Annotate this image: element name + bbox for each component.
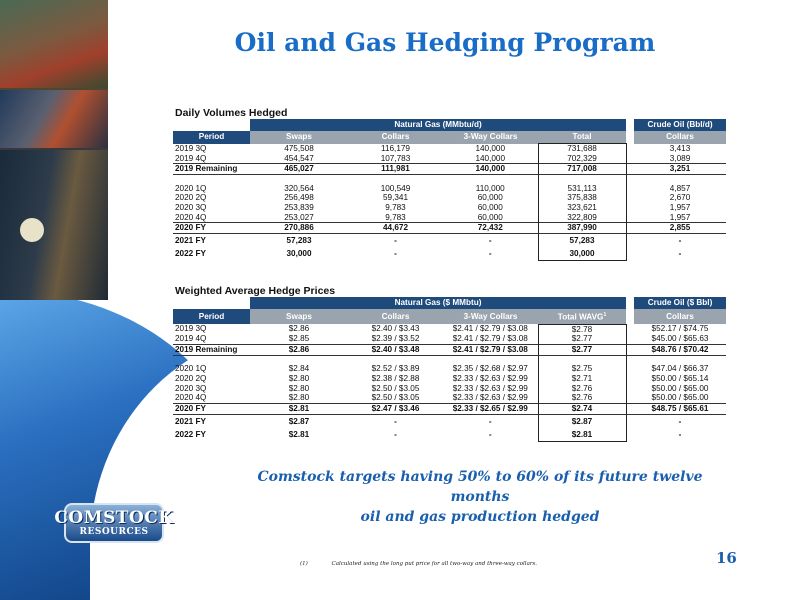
table-cell: 2,855 bbox=[634, 223, 726, 234]
col-3way: 3-Way Collars bbox=[443, 309, 538, 324]
table-cell: 30,000 bbox=[286, 249, 312, 259]
volumes-group-ng: Natural Gas (MMbtu/d) bbox=[250, 119, 626, 131]
table-cell: $2.33 / $2.63 / $2.99 bbox=[452, 374, 528, 384]
table-cell: $48.76 / $70.42 bbox=[634, 345, 726, 356]
col-3way: 3-Way Collars bbox=[443, 131, 538, 144]
table-cell: $2.80 bbox=[288, 393, 310, 403]
gap-cell bbox=[626, 247, 634, 261]
table-row bbox=[173, 184, 726, 194]
table-row bbox=[173, 374, 726, 384]
table-row bbox=[173, 324, 726, 334]
table-cell: 256,498 bbox=[284, 193, 314, 203]
table-cell: 2019 4Q bbox=[175, 153, 207, 163]
table-row bbox=[173, 414, 726, 428]
table-cell: - bbox=[488, 430, 492, 440]
gap-cell bbox=[626, 374, 634, 384]
col-total: Total bbox=[538, 131, 626, 144]
table-cell: 44,672 bbox=[348, 223, 443, 234]
table-cell: $52.17 / $74.75 bbox=[651, 324, 709, 334]
table-cell: $2.81 bbox=[288, 430, 310, 440]
gap-cell bbox=[626, 364, 634, 374]
table-cell: $2.47 / $3.46 bbox=[348, 404, 443, 415]
table-cell: $2.81 bbox=[538, 428, 626, 442]
table-row bbox=[173, 384, 726, 394]
col-collars: Collars bbox=[348, 309, 443, 324]
footnote bbox=[300, 561, 537, 567]
callout-line2: oil and gas production hedged bbox=[360, 509, 600, 525]
volumes-group-header bbox=[173, 119, 726, 131]
table-cell: $2.86 bbox=[250, 345, 348, 356]
table-row bbox=[173, 213, 726, 223]
photo-worker bbox=[0, 150, 108, 300]
table-cell: $2.52 / $3.89 bbox=[371, 364, 420, 374]
table-cell: - bbox=[678, 430, 682, 440]
table-cell: 475,508 bbox=[284, 143, 314, 153]
table-cell: $2.77 bbox=[538, 334, 626, 344]
table-cell: 2022 FY bbox=[175, 249, 206, 259]
table-row bbox=[173, 247, 726, 261]
gap-cell bbox=[626, 393, 634, 403]
table-cell: 72,432 bbox=[443, 223, 538, 234]
table-row bbox=[173, 234, 726, 248]
table-cell: 3,089 bbox=[669, 153, 691, 163]
col-oil-collars: Collars bbox=[634, 131, 726, 144]
table-cell: 2019 Remaining bbox=[173, 345, 250, 356]
table-cell: $2.86 bbox=[288, 324, 310, 334]
prices-column-header bbox=[173, 309, 726, 324]
table-cell: $2.38 / $2.88 bbox=[371, 374, 420, 384]
table-cell: 30,000 bbox=[538, 247, 626, 261]
table-cell: $2.33 / $2.63 / $2.99 bbox=[452, 383, 528, 393]
table-cell: $2.80 bbox=[288, 374, 310, 384]
table-row bbox=[173, 364, 726, 374]
table-cell: $2.81 bbox=[250, 404, 348, 415]
table-cell: $50.00 / $65.00 bbox=[651, 393, 709, 403]
table-row bbox=[173, 345, 726, 356]
gap-cell bbox=[626, 404, 634, 415]
company-logo bbox=[54, 503, 174, 543]
table-cell: 9,783 bbox=[385, 203, 406, 213]
table-cell: 717,008 bbox=[538, 164, 626, 175]
table-row bbox=[173, 154, 726, 164]
volumes-section-title: Daily Volumes Hedged bbox=[175, 107, 288, 119]
table-row bbox=[173, 334, 726, 344]
prices-table bbox=[173, 297, 726, 442]
gap-cell bbox=[626, 324, 634, 334]
table-cell: $2.87 bbox=[288, 416, 310, 426]
table-cell: $2.80 bbox=[288, 383, 310, 393]
footnote-marker: 1 bbox=[603, 312, 607, 318]
table-cell: 465,027 bbox=[250, 164, 348, 175]
table-cell: $2.35 / $2.68 / $2.97 bbox=[452, 364, 528, 374]
table-cell: 2020 1Q bbox=[175, 183, 207, 193]
table-cell: 140,000 bbox=[475, 153, 506, 163]
col-total-wavg bbox=[538, 309, 626, 324]
table-cell: 2020 1Q bbox=[175, 364, 207, 374]
table-cell: 2019 3Q bbox=[175, 143, 207, 153]
table-cell: 57,283 bbox=[538, 234, 626, 248]
table-cell: $2.75 bbox=[538, 364, 626, 374]
table-cell: $2.33 / $2.63 / $2.99 bbox=[452, 393, 528, 403]
gap-cell bbox=[626, 223, 634, 234]
gap-cell bbox=[626, 414, 634, 428]
gap-cell bbox=[626, 428, 634, 442]
callout-text bbox=[230, 467, 730, 527]
table-cell: 2020 2Q bbox=[175, 374, 207, 384]
table-row bbox=[173, 193, 726, 203]
table-cell: 110,000 bbox=[475, 183, 505, 193]
col-oil-collars: Collars bbox=[634, 309, 726, 324]
table-cell: 1,957 bbox=[669, 212, 691, 222]
gap-cell bbox=[626, 334, 634, 344]
table-cell: 1,957 bbox=[669, 203, 691, 213]
table-cell: - bbox=[394, 430, 397, 440]
table-cell: $2.33 / $2.65 / $2.99 bbox=[443, 404, 538, 415]
table-cell: $2.50 / $3.05 bbox=[371, 393, 420, 403]
table-row bbox=[173, 203, 726, 213]
table-cell: 253,839 bbox=[284, 203, 314, 213]
table-cell: - bbox=[678, 236, 682, 246]
footnote-number: (1) bbox=[300, 561, 308, 567]
table-cell: $47.04 / $66.37 bbox=[651, 364, 709, 374]
table-cell: 320,564 bbox=[284, 183, 314, 193]
table-cell: $2.41 / $2.79 / $3.08 bbox=[452, 324, 528, 334]
table-cell: 2020 4Q bbox=[175, 212, 207, 222]
table-cell: $50.00 / $65.00 bbox=[651, 383, 709, 393]
footnote-text: Calculated using the long put price for all two-way and three-way collars. bbox=[331, 561, 538, 567]
table-cell: $2.76 bbox=[538, 393, 626, 403]
gap-cell bbox=[626, 164, 634, 175]
table-cell: $2.77 bbox=[538, 345, 626, 356]
table-cell: $2.84 bbox=[288, 364, 310, 374]
table-cell: $2.41 / $2.79 / $3.08 bbox=[443, 345, 538, 356]
table-cell: 100,549 bbox=[380, 183, 411, 193]
gap-cell bbox=[626, 213, 634, 223]
table-cell: $2.74 bbox=[538, 404, 626, 415]
table-cell: 140,000 bbox=[443, 164, 538, 175]
col-period: Period bbox=[173, 309, 250, 324]
table-cell: 116,179 bbox=[381, 143, 410, 153]
table-cell: 9,783 bbox=[385, 212, 406, 222]
volumes-column-header bbox=[173, 131, 726, 144]
table-cell: 2022 FY bbox=[175, 430, 206, 440]
table-row bbox=[173, 144, 726, 154]
volumes-group-oil: Crude Oil (Bbl/d) bbox=[634, 119, 726, 131]
table-cell: $2.39 / $3.52 bbox=[371, 334, 420, 344]
photo-equipment bbox=[0, 90, 108, 148]
col-period: Period bbox=[173, 131, 250, 144]
table-cell: 111,981 bbox=[348, 164, 443, 175]
table-cell: 387,990 bbox=[538, 223, 626, 234]
table-cell: 2,670 bbox=[669, 193, 691, 203]
table-cell: $2.78 bbox=[538, 324, 626, 334]
volumes-table bbox=[173, 119, 726, 261]
table-cell: 107,783 bbox=[380, 153, 411, 163]
prices-group-oil: Crude Oil ($ Bbl) bbox=[634, 297, 726, 309]
table-cell: - bbox=[488, 249, 492, 259]
spacer-row bbox=[173, 355, 726, 364]
page-number: 16 bbox=[716, 549, 737, 567]
gap-cell bbox=[626, 345, 634, 356]
table-cell: 731,688 bbox=[538, 144, 626, 154]
logo-line2: RESOURCES bbox=[79, 526, 149, 537]
table-cell: 454,547 bbox=[284, 153, 314, 163]
table-row bbox=[173, 223, 726, 234]
logo-line1: COMSTOCK bbox=[54, 507, 174, 528]
gap-cell bbox=[626, 234, 634, 248]
table-cell: 2019 4Q bbox=[175, 334, 207, 344]
table-row bbox=[173, 164, 726, 175]
table-cell: $2.76 bbox=[538, 384, 626, 394]
table-cell: 531,113 bbox=[538, 184, 626, 194]
table-cell: 322,809 bbox=[538, 213, 626, 223]
table-cell: 323,621 bbox=[538, 203, 626, 213]
table-cell: 2020 3Q bbox=[175, 383, 207, 393]
table-cell: $2.71 bbox=[538, 374, 626, 384]
table-cell: $45.00 / $65.63 bbox=[651, 334, 709, 344]
table-cell: 270,886 bbox=[250, 223, 348, 234]
table-cell: $48.75 / $65.61 bbox=[634, 404, 726, 415]
table-cell: 2019 3Q bbox=[175, 324, 207, 334]
gap-cell bbox=[626, 384, 634, 394]
table-cell: 2020 3Q bbox=[175, 203, 207, 213]
table-cell: 2020 FY bbox=[173, 223, 250, 234]
gap-cell bbox=[626, 144, 634, 154]
table-cell: 2019 Remaining bbox=[173, 164, 250, 175]
prices-section-title: Weighted Average Hedge Prices bbox=[175, 285, 336, 297]
table-cell: 2020 2Q bbox=[175, 193, 207, 203]
table-cell: 60,000 bbox=[477, 212, 503, 222]
gap-cell bbox=[626, 184, 634, 194]
table-cell: 3,413 bbox=[669, 143, 691, 153]
table-cell: - bbox=[488, 236, 492, 246]
table-cell: $2.41 / $2.79 / $3.08 bbox=[452, 334, 528, 344]
table-cell: 702,329 bbox=[538, 154, 626, 164]
prices-group-header bbox=[173, 297, 726, 309]
col-collars: Collars bbox=[348, 131, 443, 144]
table-cell: - bbox=[678, 416, 682, 426]
table-cell: 57,283 bbox=[286, 236, 312, 246]
table-cell: $2.87 bbox=[538, 414, 626, 428]
table-cell: - bbox=[394, 236, 397, 246]
field-photo-collage bbox=[0, 0, 108, 300]
table-cell: - bbox=[394, 416, 397, 426]
table-cell: $2.40 / $3.48 bbox=[348, 345, 443, 356]
table-row bbox=[173, 393, 726, 403]
table-cell: 2021 FY bbox=[175, 236, 206, 246]
gap-cell bbox=[626, 154, 634, 164]
table-cell: 60,000 bbox=[477, 203, 503, 213]
table-cell: 2021 FY bbox=[175, 416, 206, 426]
photo-drilling-rig bbox=[0, 0, 108, 88]
col-total-wavg-label: Total WAVG bbox=[557, 312, 604, 322]
table-cell: 60,000 bbox=[477, 193, 503, 203]
table-cell: - bbox=[394, 249, 397, 259]
table-cell: 3,251 bbox=[634, 164, 726, 175]
table-row bbox=[173, 428, 726, 442]
table-cell: 59,341 bbox=[382, 193, 409, 203]
prices-group-ng: Natural Gas ($ MMbtu) bbox=[250, 297, 626, 309]
table-row bbox=[173, 404, 726, 415]
table-cell: 140,000 bbox=[475, 143, 506, 153]
callout-line1: Comstock targets having 50% to 60% of its future twelve months bbox=[257, 469, 703, 505]
col-swaps: Swaps bbox=[250, 131, 348, 144]
table-cell: $2.50 / $3.05 bbox=[371, 383, 420, 393]
table-cell: $2.40 / $3.43 bbox=[371, 324, 420, 334]
table-cell: 2020 4Q bbox=[175, 393, 207, 403]
gap-cell bbox=[626, 193, 634, 203]
col-swaps: Swaps bbox=[250, 309, 348, 324]
page-title: Oil and Gas Hedging Program bbox=[234, 28, 656, 57]
table-cell: 4,857 bbox=[669, 183, 691, 193]
table-cell: 375,838 bbox=[538, 193, 626, 203]
table-cell: - bbox=[488, 416, 492, 426]
table-cell: $50.00 / $65.14 bbox=[651, 374, 709, 384]
gap-cell bbox=[626, 203, 634, 213]
table-cell: $2.85 bbox=[288, 334, 310, 344]
table-cell: 253,027 bbox=[284, 212, 314, 222]
spacer-row bbox=[173, 175, 726, 184]
table-cell: - bbox=[678, 249, 682, 259]
table-cell: 2020 FY bbox=[173, 404, 250, 415]
worker-hardhat bbox=[20, 218, 44, 242]
